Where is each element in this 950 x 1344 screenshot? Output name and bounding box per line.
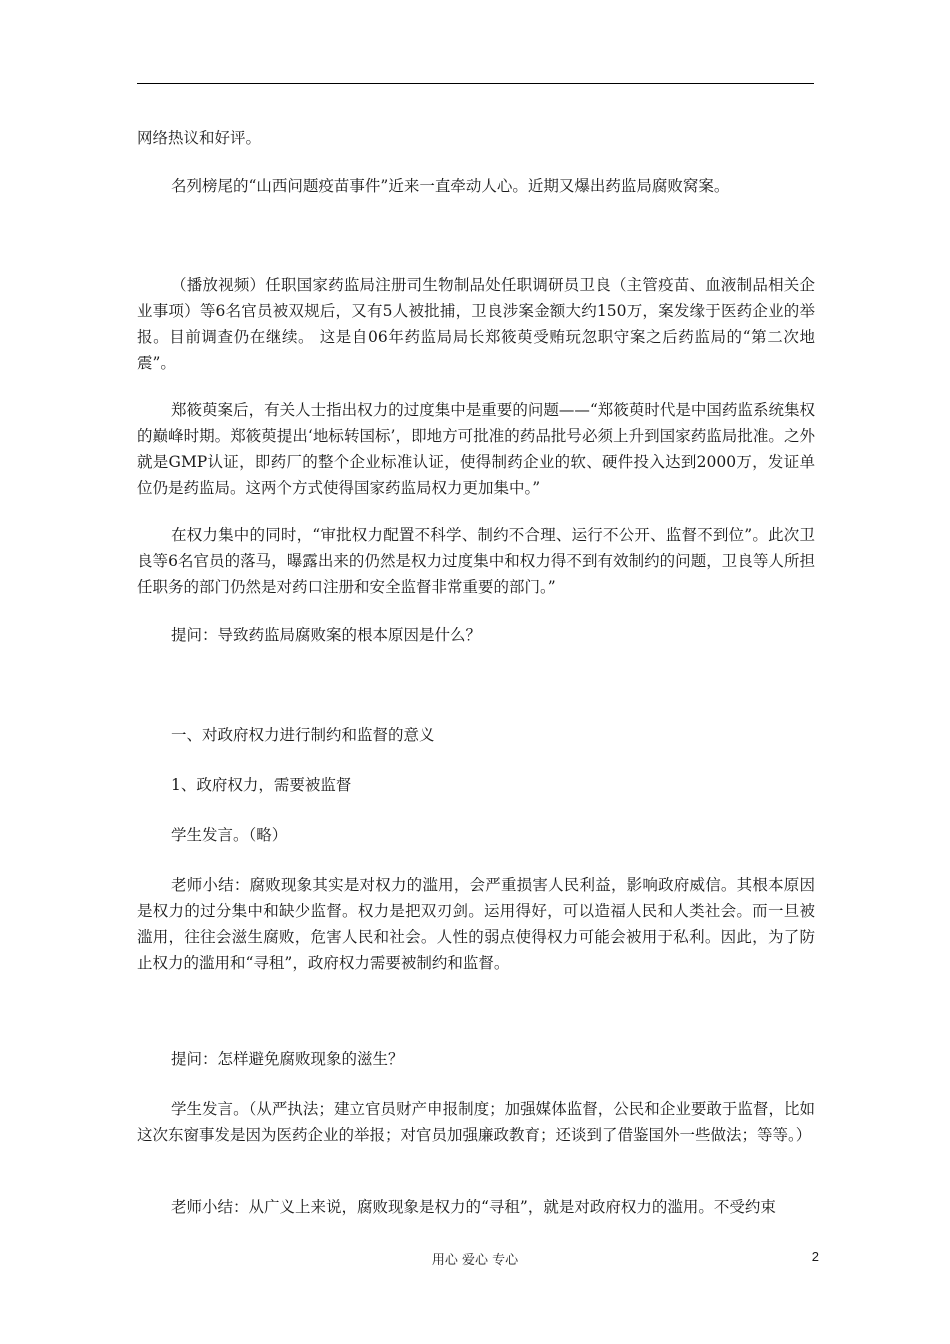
header-rule: [137, 83, 814, 84]
teacher-summary-2: 老师小结：从广义上来说，腐败现象是权力的“寻租”，就是对政府权力的滥用。不受约束: [171, 1198, 776, 1216]
question-2: 提问：怎样避免腐败现象的滋生？: [171, 1050, 404, 1068]
subsection-heading: 1、政府权力，需要被监督: [171, 776, 352, 794]
student-response-2: 学生发言。（从严执法；建立官员财产申报制度；加强媒体监督，公民和企业要敢于监督，比如这次东窗事发是因为医药企业的举报；对官员加强廉政教育；还谈到了借鉴国外一些做法；等等。）: [137, 1100, 815, 1144]
student-response-1: 学生发言。（略）: [171, 826, 288, 844]
question-1: 提问：导致药监局腐败案的根本原因是什么？: [171, 626, 482, 644]
paragraph-2: 名列榜尾的“山西问题疫苗事件”近来一直牵动人心。近期又爆出药监局腐败窝案。: [171, 177, 730, 195]
paragraph-5: 在权力集中的同时，“审批权力配置不科学、制约不合理、运行不公开、监督不到位”。此次卫良等6名官员的落马，曝露出来的仍然是权力过度集中和权力得不到有效制约的问题，卫良等人所担任职务的部门仍然是对药口注册和安全监督非常重要的部门。”: [137, 526, 815, 596]
teacher-summary-1: 老师小结：腐败现象其实是对权力的滥用，会严重损害人民利益，影响政府威信。其根本原因是权力的过分集中和缺少监督。权力是把双刃剑。运用得好，可以造福人民和人类社会。而一旦被滥用，往往会滋生腐败，危害人民和社会。人性的弱点使得权力可能会被用于私利。因此，为了防止权力的滥用和“寻租”，政府权力需要被制约和监督。: [137, 876, 815, 972]
section-heading: 一、对政府权力进行制约和监督的意义: [171, 726, 435, 744]
footer-motto: 用心 爱心 专心: [431, 1253, 519, 1268]
paragraph-4: 郑筱萸案后，有关人士指出权力的过度集中是重要的问题——“郑筱萸时代是中国药监系统集权的巅峰时期。郑筱萸提出‘地标转国标’，即地方可批准的药品批号必须上升到国家药监局批准。之外就是GMP认证，即药厂的整个企业标准认证，使得制药企业的软、硬件投入达到2000万，发证单位仍是药监局。这两个方式使得国家药监局权力更加集中。”: [137, 401, 815, 497]
page-number: 2: [811, 1249, 819, 1264]
paragraph-1: 网络热议和好评。: [137, 129, 262, 147]
paragraph-3: （播放视频）任职国家药监局注册司生物制品处任职调研员卫良（主管疫苗、血液制品相关企业事项）等6名官员被双规后，又有5人被批捕，卫良涉案金额大约150万，案发缘于医药企业的举报。目前调查仍在继续。 这是自06年药监局局长郑筱萸受贿玩忽职守案之后药监局的“第二次地震”。: [137, 276, 815, 372]
